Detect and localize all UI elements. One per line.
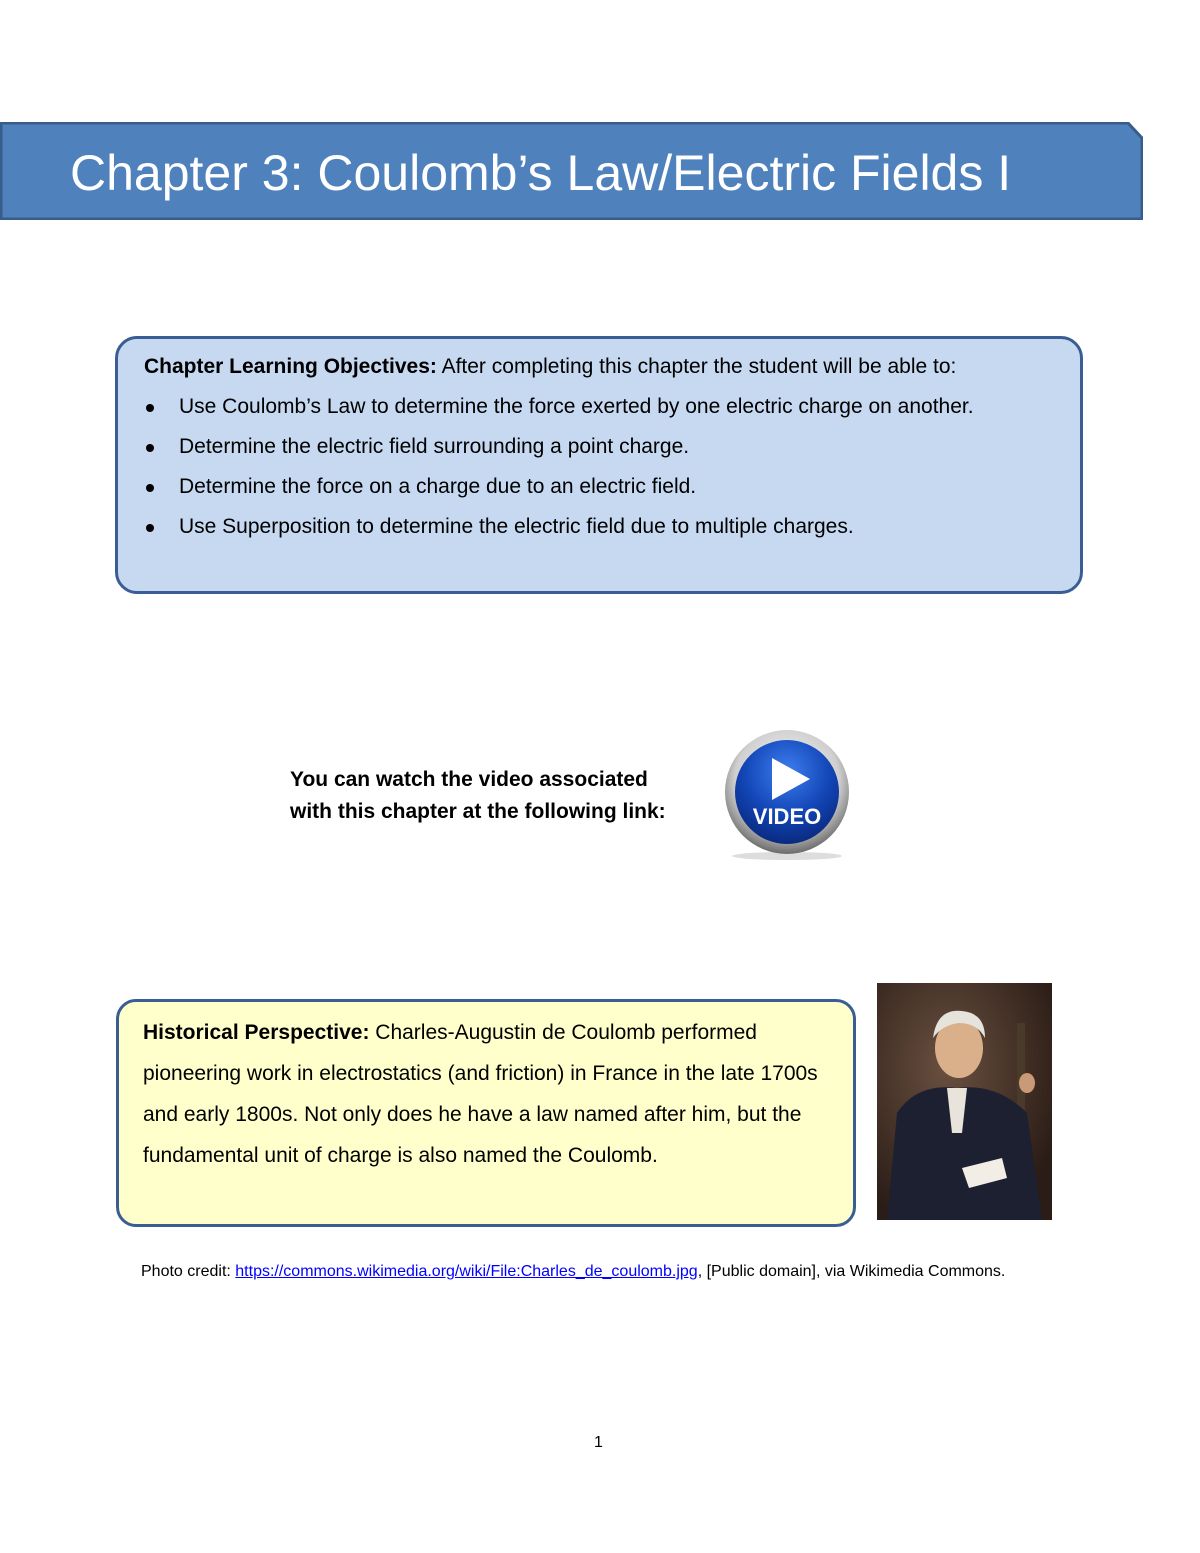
credit-prefix: Photo credit: [141, 1263, 236, 1280]
objective-item: Determine the electric field surrounding a point charge. [144, 433, 1044, 461]
objectives-heading: Chapter Learning Objectives: [144, 355, 437, 378]
history-paragraph [143, 1012, 843, 1176]
chapter-title: Chapter 3: Coulomb’s Law/Electric Fields I [70, 145, 1012, 201]
historical-perspective-box [116, 999, 856, 1227]
chapter-banner [0, 122, 1143, 220]
coulomb-portrait [877, 983, 1052, 1220]
learning-objectives-box [115, 336, 1083, 594]
objective-item: Use Coulomb’s Law to determine the force exerted by one electric charge on another. [144, 393, 1044, 421]
history-heading: Historical Perspective: [143, 1021, 370, 1044]
objective-item: Determine the force on a charge due to an electric field. [144, 473, 1044, 501]
page-number: 1 [594, 1434, 603, 1451]
video-icon-label: VIDEO [752, 804, 822, 829]
credit-link[interactable]: https://commons.wikimedia.org/wiki/File:Charles_de_coulomb.jpg [235, 1263, 698, 1280]
credit-suffix: , [Public domain], via Wikimedia Commons. [697, 1263, 1006, 1280]
video-prompt-line: You can watch the video associated [290, 768, 648, 791]
objectives-heading-line [144, 355, 956, 379]
objectives-list [144, 393, 1044, 553]
video-play-icon[interactable] [722, 728, 852, 863]
video-prompt [290, 764, 666, 828]
photo-credit [141, 1256, 1041, 1287]
objectives-intro: After completing this chapter the student will be able to: [436, 355, 957, 378]
history-text: Charles-Augustin de Coulomb performed pioneering work in electrostatics (and friction) in France in the late 1700s and early 1800s. Not only does he have a law named after him, but the fundamental unit of charge is also named the Coulomb. [143, 1021, 818, 1167]
video-prompt-line: with this chapter at the following link: [290, 800, 666, 823]
objective-item: Use Superposition to determine the electric field due to multiple charges. [144, 513, 1044, 541]
